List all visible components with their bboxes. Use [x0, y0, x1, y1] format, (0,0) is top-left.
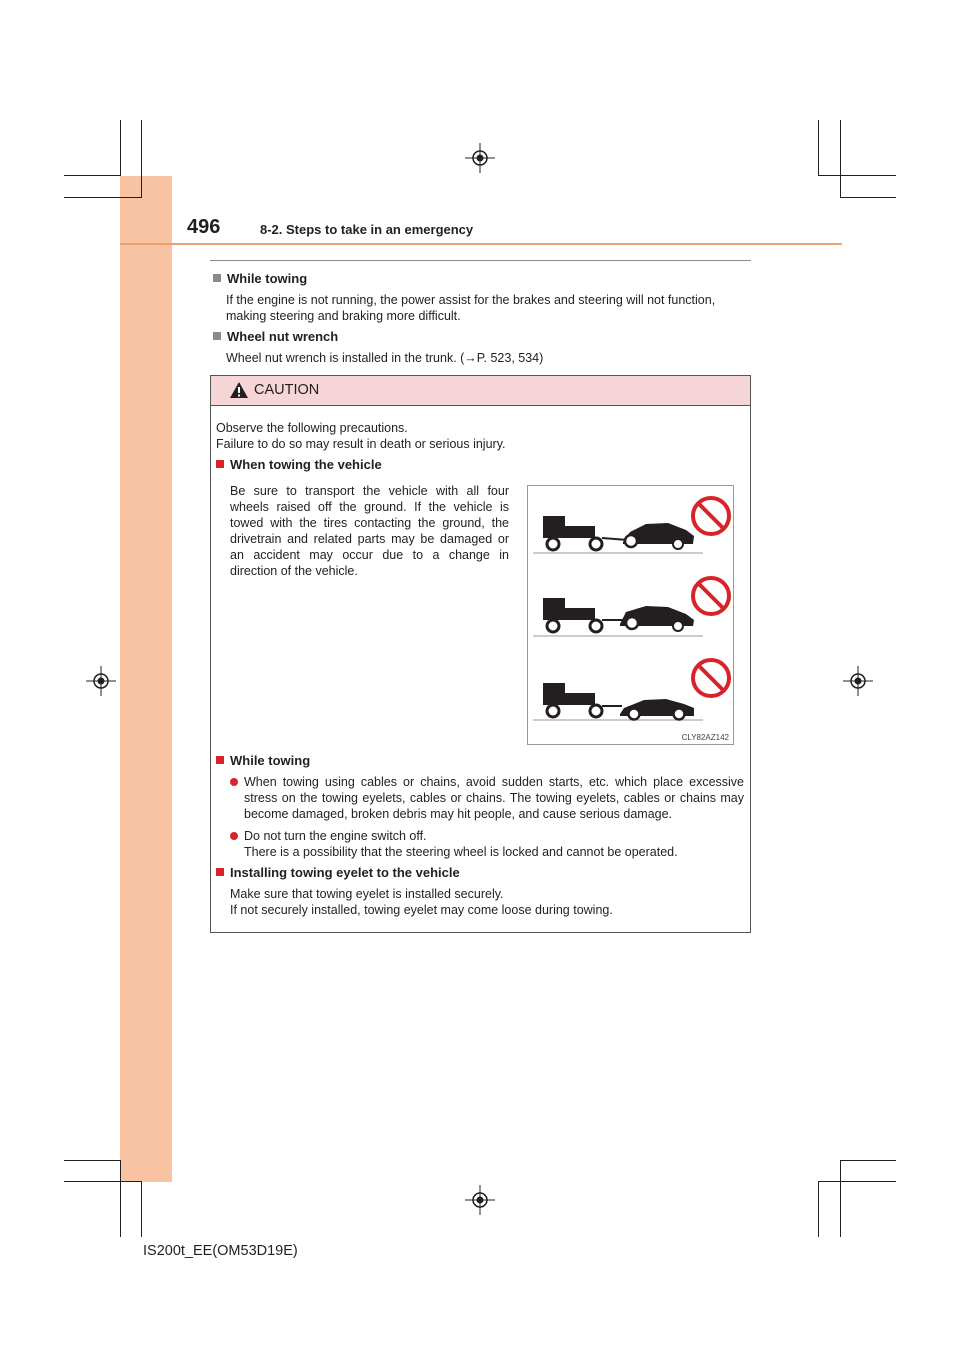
caution-label: CAUTION: [254, 382, 320, 398]
registration-mark-icon: [86, 666, 116, 696]
red-circle-bullet-icon: [230, 778, 238, 786]
red-square-bullet-icon: [216, 756, 224, 764]
caution-text-eyelet-1: Make sure that towing eyelet is installed securely.: [230, 887, 504, 901]
tow-row-rear-wheels-down: [533, 578, 729, 636]
note-heading-while-towing: While towing: [213, 271, 307, 286]
warning-triangle-icon: [229, 381, 249, 399]
towing-prohibited-illustration: [527, 485, 734, 745]
page-header: [120, 216, 842, 248]
caution-heading-installing-eyelet: Installing towing eyelet to the vehicle: [216, 865, 460, 880]
red-square-bullet-icon: [216, 868, 224, 876]
caution-header: [211, 376, 750, 406]
chapter-side-tab: [120, 176, 172, 1182]
caution-bullet-sudden-starts: When towing using cables or chains, avoid sudden starts, etc. which place excessive stress on the towing eyelets, cables or chains. The towing eyelets, cables or chains may become damaged, broken debris may hit people, and cause serious damage.: [244, 775, 744, 821]
caution-bullet-engine-switch-detail: There is a possibility that the steering wheel is locked and cannot be operated.: [244, 845, 678, 859]
notes-top-rule: [210, 260, 751, 261]
red-circle-bullet-icon: [230, 832, 238, 840]
registration-mark-icon: [465, 1185, 495, 1215]
registration-mark-icon: [843, 666, 873, 696]
note-text-wheel-nut-wrench: Wheel nut wrench is installed in the trunk. (→P. 523, 534): [226, 351, 544, 365]
caution-text-eyelet-2: If not securely installed, towing eyelet may come loose during towing.: [230, 903, 613, 917]
note-heading-wheel-nut-wrench: Wheel nut wrench: [213, 329, 338, 344]
caution-intro-2: Failure to do so may result in death or serious injury.: [216, 437, 506, 451]
section-title: 8-2. Steps to take in an emergency: [260, 222, 474, 237]
tow-row-front-wheels-down: [533, 498, 729, 553]
figure-id: CLY82AZ142: [681, 733, 729, 742]
caution-bullet-engine-switch: Do not turn the engine switch off.: [244, 829, 427, 843]
caution-box: [210, 375, 751, 933]
caution-heading-when-towing: When towing the vehicle: [216, 457, 382, 472]
registration-mark-icon: [465, 143, 495, 173]
tow-row-all-wheels-down: [533, 660, 729, 720]
caution-heading-while-towing: While towing: [216, 753, 310, 768]
page-number: 496: [187, 216, 221, 238]
caution-intro-1: Observe the following precautions.: [216, 421, 408, 435]
red-square-bullet-icon: [216, 460, 224, 468]
note-text-while-towing: If the engine is not running, the power assist for the brakes and steering will not function, making steering and braking more difficult.: [226, 293, 716, 323]
model-code: IS200t_EE(OM53D19E): [143, 1243, 298, 1259]
caution-text-when-towing: Be sure to transport the vehicle with all four wheels raised off the ground. If the vehicle is towed with the tires contacting the ground, the drivetrain and related parts may be damaged or an accident may occur due to a change in direction of the vehicle.: [230, 484, 509, 578]
header-rule: [120, 243, 842, 245]
gray-square-bullet-icon: [213, 332, 221, 340]
tow-truck-illustration: [528, 486, 733, 744]
gray-square-bullet-icon: [213, 274, 221, 282]
